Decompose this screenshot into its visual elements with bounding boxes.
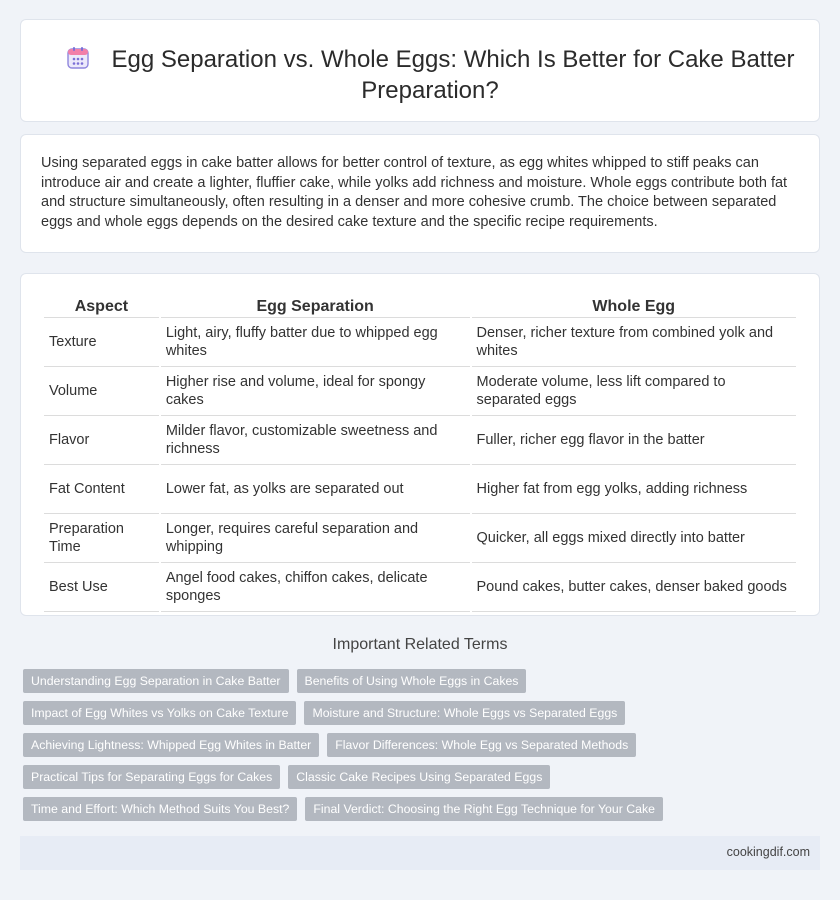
cell-whole-egg: Fuller, richer egg flavor in the batter: [472, 416, 797, 465]
cell-whole-egg: Quicker, all eggs mixed directly into batter: [472, 514, 797, 563]
intro-paragraph: Using separated eggs in cake batter allows for better control of texture, as egg whites whipped to stiff peaks can introduce air and create a lighter, fluffier cake, while yolks add richness and moisture. Whole eggs contribute both fat and structure simultaneously, often resulting in a denser and more cohesive crumb. The choice between separated eggs and whole eggs depends on the desired cake texture and the specific recipe requirements.: [41, 155, 788, 230]
cell-aspect: Best Use: [44, 563, 159, 612]
table-row: [44, 367, 796, 416]
comparison-table-card: [20, 273, 820, 616]
cell-aspect: Volume: [44, 367, 159, 416]
table-row: [44, 563, 796, 612]
intro-card: [20, 134, 820, 253]
related-terms-tags: [23, 669, 803, 821]
title-wrap: [61, 44, 799, 106]
cell-whole-egg: Moderate volume, less lift compared to separated eggs: [472, 367, 797, 416]
cell-aspect: Fat Content: [44, 465, 159, 514]
cell-aspect: Flavor: [44, 416, 159, 465]
cell-whole-egg: Denser, richer texture from combined yolk and whites: [472, 318, 797, 367]
related-term-tag[interactable]: Understanding Egg Separation in Cake Batter: [23, 669, 289, 693]
cell-aspect: Preparation Time: [44, 514, 159, 563]
page-title: [61, 44, 799, 106]
related-term-tag[interactable]: Achieving Lightness: Whipped Egg Whites in Batter: [23, 733, 319, 757]
cell-egg-separation: Lower fat, as yolks are separated out: [161, 465, 470, 514]
table-row: [44, 416, 796, 465]
table-row: [44, 465, 796, 514]
related-term-tag[interactable]: Practical Tips for Separating Eggs for Cakes: [23, 765, 280, 789]
comparison-table: [42, 294, 798, 612]
related-term-tag[interactable]: Moisture and Structure: Whole Eggs vs Separated Eggs: [304, 701, 625, 725]
cell-egg-separation: Angel food cakes, chiffon cakes, delicate sponges: [161, 563, 470, 612]
calendar-icon: [66, 46, 90, 70]
table-row: [44, 514, 796, 563]
cell-egg-separation: Milder flavor, customizable sweetness and richness: [161, 416, 470, 465]
related-term-tag[interactable]: Benefits of Using Whole Eggs in Cakes: [297, 669, 527, 693]
page-title-text: Egg Separation vs. Whole Eggs: Which Is Better for Cake Batter Preparation?: [111, 46, 795, 104]
header-whole-egg: Whole Egg: [472, 294, 797, 318]
related-term-tag[interactable]: Flavor Differences: Whole Egg vs Separated Methods: [327, 733, 636, 757]
cell-whole-egg: Higher fat from egg yolks, adding richness: [472, 465, 797, 514]
cell-egg-separation: Higher rise and volume, ideal for spongy cakes: [161, 367, 470, 416]
footer: [20, 836, 820, 870]
related-term-tag[interactable]: Final Verdict: Choosing the Right Egg Technique for Your Cake: [305, 797, 663, 821]
cell-whole-egg: Pound cakes, butter cakes, denser baked goods: [472, 563, 797, 612]
related-term-tag[interactable]: Classic Cake Recipes Using Separated Eggs: [288, 765, 550, 789]
cell-aspect: Texture: [44, 318, 159, 367]
cell-egg-separation: Light, airy, fluffy batter due to whipped egg whites: [161, 318, 470, 367]
table-header-row: [44, 294, 796, 318]
table-row: [44, 318, 796, 367]
related-terms-title: Important Related Terms: [332, 636, 508, 653]
header-aspect: Aspect: [44, 294, 159, 318]
cell-egg-separation: Longer, requires careful separation and whipping: [161, 514, 470, 563]
header-card: [20, 19, 820, 122]
related-term-tag[interactable]: Impact of Egg Whites vs Yolks on Cake Texture: [23, 701, 296, 725]
header-egg-separation: Egg Separation: [161, 294, 470, 318]
footer-site[interactable]: cookingdif.com: [726, 845, 810, 859]
related-term-tag[interactable]: Time and Effort: Which Method Suits You Best?: [23, 797, 297, 821]
